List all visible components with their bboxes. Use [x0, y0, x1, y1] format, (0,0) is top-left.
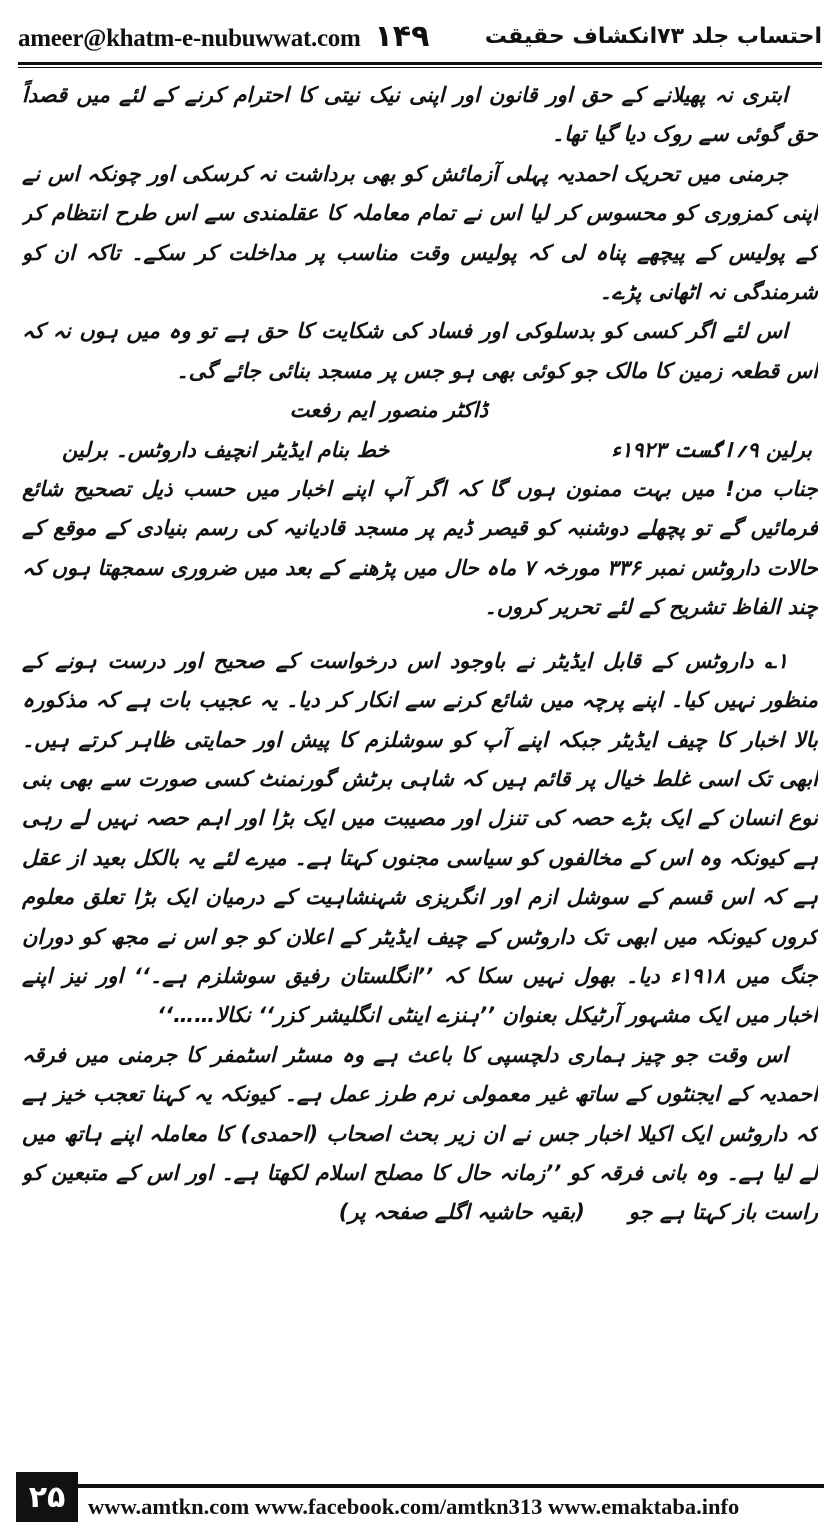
letter-dateline [22, 431, 818, 470]
footer-urls: www.amtkn.com www.facebook.com/amtkn313 www.emaktaba.info [88, 1494, 740, 1519]
footer-page-number: ۲۵ [16, 1472, 78, 1522]
page-header [18, 14, 822, 58]
body-paragraph-2: جرمنی میں تحریک احمدیہ پہلی آزمائش کو بھی برداشت نہ کرسکی اور چونکہ اس نے اپنی کمزوری کو محسوس کر لیا اس نے تمام معاملہ کا عقلمندی سے اس طرح انتظام کر کے پولیس کے پیچھے پناہ لی کہ پولیس وقت مناسب پر مداخلت کر سکے۔ تاکہ ان کو شرمندگی نہ اٹھانی پڑے۔ [22, 161, 818, 305]
header-email: ameer@khatm-e-nubuwwat.com [18, 24, 361, 52]
footer-rule [78, 1484, 824, 1488]
section-gap [22, 628, 818, 642]
signature: ڈاکٹر منصور ایم رفعت [289, 398, 488, 423]
continued-note: (بقیہ حاشیہ اگلے صفحہ پر) [338, 1200, 585, 1225]
footnote-paragraph-2 [22, 1036, 818, 1233]
body-paragraph-1: ابتری نہ پھیلانے کے حق اور قانون اور اپنی نیک نیتی کا احترام کرنے کے لئے میں قصداً حق گوئی سے روک دیا گیا تھا۔ [22, 83, 818, 147]
header-rule-thick [18, 62, 822, 65]
header-rule-thin [18, 67, 822, 68]
header-left [18, 19, 429, 54]
page-body [22, 76, 818, 1452]
footnote-paragraph-2-text: اس وقت جو چیز ہماری دلچسپی کا باعث ہے وہ مسٹر اسٹمفر کا جرمنی میں فرقہ احمدیہ کے ایجنٹوں کے ساتھ غیر معمولی نرم طرز عمل ہے۔ کیونکہ یہ کہنا تعجب خیز ہے کہ داروٹس ایک اکیلا اخبار جس نے ان زیر بحث اصحاب (احمدی) کا معاملہ اپنے ہاتھ میں لے لیا ہے۔ وہ بانی فرقہ کو ’’زمانہ حال کا مصلح اسلام لکھتا ہے۔ اور اس کے متبعین کو راست باز کہتا ہے جو [22, 1042, 818, 1225]
body-paragraph-3: اس لئے اگر کسی کو بدسلوکی اور فساد کی شکایت کا حق ہے تو وہ میں ہوں نہ کہ اس قطعہ زمین کا مالک جو کوئی بھی ہو جس پر مسجد بنائی جائے گی۔ [22, 319, 818, 383]
page-footer [16, 1472, 824, 1522]
header-book-title: احتساب جلد ۷۳انکشاف حقیقت [484, 23, 822, 49]
footnote-paragraph-1: ۱؎ داروٹس کے قابل ایڈیٹر نے باوجود اس درخواست کے صحیح اور درست ہونے کے منظور نہیں کیا۔ اپنے پرچہ میں شائع کرنے سے انکار کر دیا۔ یہ عجیب بات ہے کہ مذکورہ بالا اخبار کا چیف ایڈیٹر جبکہ اپنے آپ کو سوشلزم کا پیش اور حمایتی ظاہر کرتے ہیں۔ ابھی تک اسی غلط خیال پر قائم ہیں کہ شاہی برٹش گورنمنٹ کسی صورت سے بھی بنی نوع انسان کے ایک بڑے حصہ کی تنزل اور مصیبت میں ایک بڑا اور اہم حصہ نہیں لے رہی ہے کیونکہ وہ اس کے مخالفوں کو سیاسی مجنوں کہتا ہے۔ میرے لئے یہ بالکل بعید از عقل ہے کہ اس قسم کے سوشل ازم اور انگریزی شہنشاہیت کے درمیان ایک بڑا تعلق معلوم کروں کیونکہ میں ابھی تک داروٹس کے چیف ایڈیٹر کے اعلان کو جو اس نے مجھ کو دوران جنگ میں ۱۹۱۸ء دیا۔ بھول نہیں سکا کہ ’’انگلستان رفیق سوشلزم ہے۔‘‘ اور نیز اپنے اخبار میں ایک مشہور آرٹیکل بعنوان ’’ہنزے اینٹی انگلیشر کزر‘‘ نکالا……‘‘ [22, 648, 818, 1028]
footer-right [78, 1472, 824, 1522]
dateline-place-date: برلین ۹؍اگست ۱۹۲۳ء [611, 437, 812, 462]
letter-paragraph: جناب من! میں بہت ممنون ہوں گا کہ اگر آپ اپنے اخبار میں حسب ذیل تصحیح شائع فرمائیں گے تو پچھلے دوشنبہ کو قیصر ڈیم پر مسجد قادیانیہ کی رسم بنیادی کے موقع کے حالات داروٹس نمبر ۳۳۶ مورخہ ۷ ماہ حال میں پڑھنے کے بعد میں ضروری سمجھتا ہوں کہ چند الفاظ تشریح کے لئے تحریر کروں۔ [22, 477, 818, 620]
dateline-addressee: خط بنام ایڈیٹر انچیف داروٹس۔ برلین [62, 437, 390, 462]
header-page-number: ۱۴۹ [374, 18, 430, 54]
